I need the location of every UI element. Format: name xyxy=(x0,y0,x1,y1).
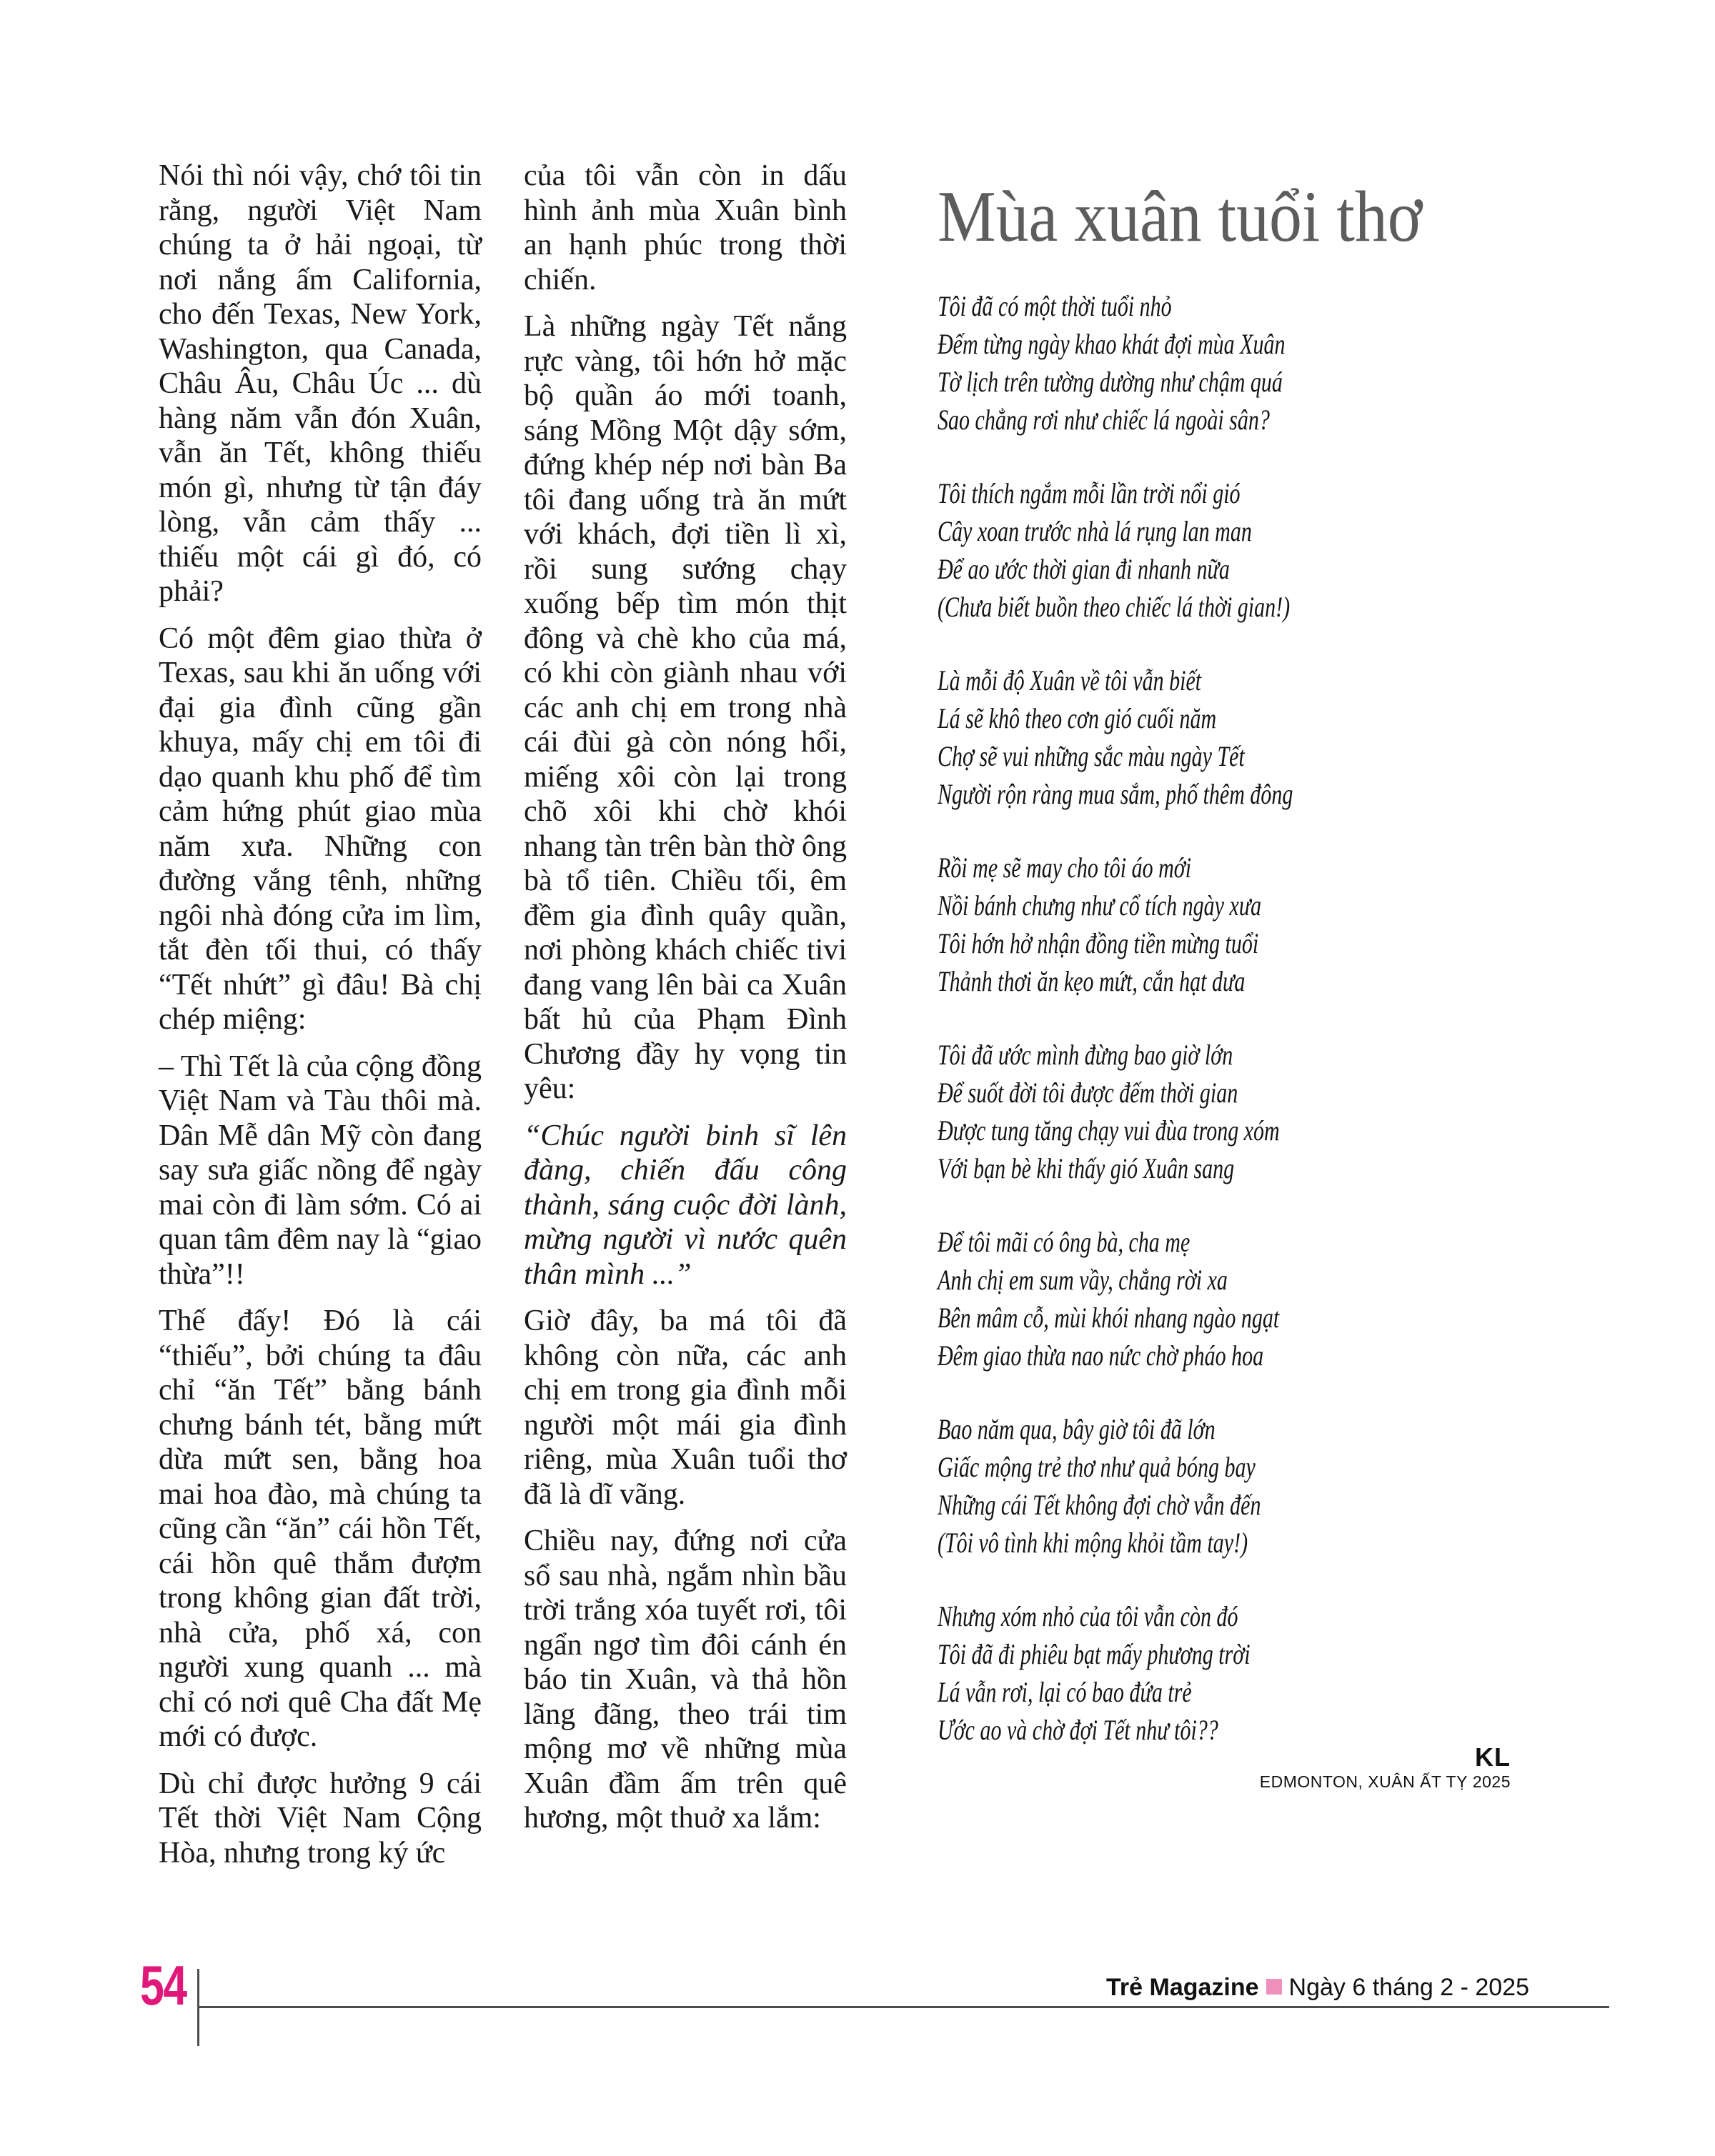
footer-date: Ngày 6 tháng 2 - 2025 xyxy=(1288,1974,1529,2001)
article-paragraph: Có một đêm giao thừa ở Texas, sau khi ăn uống với đại gia đình cũng gần khuya, mấy chị em tôi đi dạo quanh khu phố để tìm cảm hứng phút giao mùa năm xưa. Những con đường vắng tênh, những ngôi nhà đóng cửa im lìm, tắt đèn tối thui, có thấy “Tết nhứt” gì đâu! Bà chị chép miệng: xyxy=(159,622,482,1036)
poem-stanza xyxy=(938,287,1595,439)
page-number: 54 xyxy=(140,1954,187,2017)
poem-line: Người rộn ràng mua sắm, phố thêm đông xyxy=(938,778,1293,810)
poem-line: Tờ lịch trên tường dường như chậm quá xyxy=(938,366,1283,398)
article-quote-paragraph: “Chúc người binh sĩ lên đàng, chiến đấu công thành, sáng cuộc đời lành, mừng người vì nước quên thân mình ...” xyxy=(524,1119,847,1291)
article-paragraph: của tôi vẫn còn in dấu hình ảnh mùa Xuân bình an hạnh phúc trong thời chiến. xyxy=(524,159,847,296)
footer-info xyxy=(1106,1973,1529,2002)
poem-line: Tôi hớn hở nhận đồng tiền mừng tuổi xyxy=(938,927,1259,959)
article-paragraph: Là những ngày Tết nắng rực vàng, tôi hớn hở mặc bộ quần áo mới toanh, sáng Mồng Một dậy sớm, đứng khép nép nơi bàn Ba tôi đang uống trà ăn mứt với khách, đợi tiền lì xì, rồi sung sướng chạy xuống bếp tìm món thịt đông và chè kho của má, có khi còn giành nhau với các anh chị em trong nhà cái đùi gà còn nóng hổi, miếng xôi còn lại trong chõ xôi khi chờ khói nhang tàn trên bàn thờ ông bà tổ tiên. Chiều tối, êm đềm gia đình quây quần, nơi phòng khách chiếc tivi đang vang lên bài ca Xuân bất hủ của Phạm Đình Chương đầy hy vọng tin yêu: xyxy=(524,310,847,1105)
article-column-2 xyxy=(524,159,847,1848)
poem-line: Những cái Tết không đợi chờ vẫn đến xyxy=(938,1489,1261,1521)
poem-stanza xyxy=(938,1036,1595,1187)
poem-line: Lá sẽ khô theo cơn gió cuối năm xyxy=(938,702,1217,734)
poem-line: Giấc mộng trẻ thơ như quả bóng bay xyxy=(938,1451,1256,1483)
author-initials: KL xyxy=(1475,1742,1511,1772)
magazine-name: Trẻ Magazine xyxy=(1106,1974,1259,2001)
poem-line: Nồi bánh chưng như cổ tích ngày xưa xyxy=(938,889,1262,922)
poem-title: Mùa xuân tuổi thơ xyxy=(938,176,1423,257)
pink-square-icon xyxy=(1266,1979,1282,1995)
poem-stanza xyxy=(938,849,1595,1000)
poem-line: (Tôi vô tình khi mộng khỏi tầm tay!) xyxy=(938,1527,1248,1559)
poem-line: Sao chẳng rơi như chiếc lá ngoài sân? xyxy=(938,404,1270,436)
poem-line: Rồi mẹ sẽ may cho tôi áo mới xyxy=(938,852,1192,884)
poem-line: Là mỗi độ Xuân về tôi vẫn biết xyxy=(938,664,1202,697)
poem-line: Cây xoan trước nhà lá rụng lan man xyxy=(938,515,1252,547)
article-paragraph: Chiều nay, đứng nơi cửa sổ sau nhà, ngắm nhìn bầu trời trắng xóa tuyết rơi, tôi ngẩn ngơ tìm đôi cánh én báo tin Xuân, và thả hồn lãng đãng, theo trái tim mộng mơ về những mùa Xuân đầm ấm trên quê hương, một thuở xa lắm: xyxy=(524,1524,847,1835)
poem-line: Để ao ước thời gian đi nhanh nữa xyxy=(938,553,1230,585)
poem-line: Được tung tăng chạy vui đùa trong xóm xyxy=(938,1114,1280,1147)
poem-line: Đếm từng ngày khao khát đợi mùa Xuân xyxy=(938,328,1286,360)
poem-stanza xyxy=(938,1223,1595,1374)
poem-line: Ước ao và chờ đợi Tết như tôi?? xyxy=(938,1714,1218,1746)
poem-line: Lá vẫn rơi, lại có bao đứa trẻ xyxy=(938,1676,1192,1708)
article-paragraph: Thế đấy! Đó là cái “thiếu”, bởi chúng ta đâu chỉ “ăn Tết” bằng bánh chưng bánh tét, bằng mứt dừa mứt sen, bằng hoa mai hoa đào, mà chúng ta cũng cần “ăn” cái hồn Tết, cái hồn quê thắm đượm trong không gian đất trời, nhà cửa, phố xá, con người xung quanh ... mà chỉ có nơi quê Cha đất Mẹ mới có được. xyxy=(159,1304,482,1753)
poem-line: Tôi đã ước mình đừng bao giờ lớn xyxy=(938,1039,1233,1071)
poem-line: Tôi thích ngắm mỗi lần trời nổi gió xyxy=(938,477,1241,509)
poem-line: Với bạn bè khi thấy gió Xuân sang xyxy=(938,1152,1235,1184)
article-column-1 xyxy=(159,159,482,1882)
article-paragraph: Nói thì nói vậy, chớ tôi tin rằng, người Việt Nam chúng ta ở hải ngoại, từ nơi nắng ấm California, cho đến Texas, New York, Washington, qua Canada, Châu Âu, Châu Úc ... dù hàng năm vẫn đón Xuân, vẫn ăn Tết, không thiếu món gì, nhưng từ tận đáy lòng, vẫn cảm thấy ... thiếu một cái gì đó, có phải? xyxy=(159,159,482,608)
poem-line: Để tôi mãi có ông bà, cha mẹ xyxy=(938,1226,1190,1258)
article-paragraph: Giờ đây, ba má tôi đã không còn nữa, các anh chị em trong gia đình mỗi người một mái gia đình riêng, mùa Xuân tuổi thơ đã là dĩ vãng. xyxy=(524,1304,847,1511)
poem-stanza xyxy=(938,1597,1595,1749)
poem-line: Tôi đã có một thời tuổi nhỏ xyxy=(938,290,1172,322)
article-paragraph: Dù chỉ được hưởng 9 cái Tết thời Việt Nam Cộng Hòa, nhưng trong ký ức xyxy=(159,1767,482,1870)
poem-signature-block xyxy=(938,1743,1511,1792)
poem-line: Nhưng xóm nhỏ của tôi vẫn còn đó xyxy=(938,1600,1238,1632)
poem-stanza xyxy=(938,662,1595,813)
poem-line: Bao năm qua, bây giờ tôi đã lớn xyxy=(938,1413,1216,1445)
poem-line: Thảnh thơi ăn kẹo mứt, cắn hạt dưa xyxy=(938,965,1246,997)
footer-horizontal-rule xyxy=(198,2006,1609,2008)
poem-stanza xyxy=(938,1410,1595,1562)
poem-line: Tôi đã đi phiêu bạt mấy phương trời xyxy=(938,1638,1251,1670)
poem-line: Đêm giao thừa nao nức chờ pháo hoa xyxy=(938,1339,1264,1372)
poem-line: Bên mâm cỗ, mùi khói nhang ngào ngạt xyxy=(938,1302,1280,1334)
poem-stanzas xyxy=(938,287,1595,1749)
poem-line: Chợ sẽ vui những sắc màu ngày Tết xyxy=(938,740,1245,772)
poem-stanza xyxy=(938,474,1595,626)
poem-line: Anh chị em sum vầy, chẳng rời xa xyxy=(938,1264,1228,1296)
poem-line: Để suốt đời tôi được đếm thời gian xyxy=(938,1077,1238,1109)
poem-line: (Chưa biết buồn theo chiếc lá thời gian!) xyxy=(938,591,1291,623)
signature-location: EDMONTON, XUÂN ẤT TỴ 2025 xyxy=(1259,1772,1511,1791)
poem-section xyxy=(938,176,1595,1785)
article-paragraph: – Thì Tết là của cộng đồng Việt Nam và Tàu thôi mà. Dân Mễ dân Mỹ còn đang say sưa giấc nồng để ngày mai còn đi làm sớm. Có ai quan tâm đêm nay là “giao thừa”!! xyxy=(159,1049,482,1291)
